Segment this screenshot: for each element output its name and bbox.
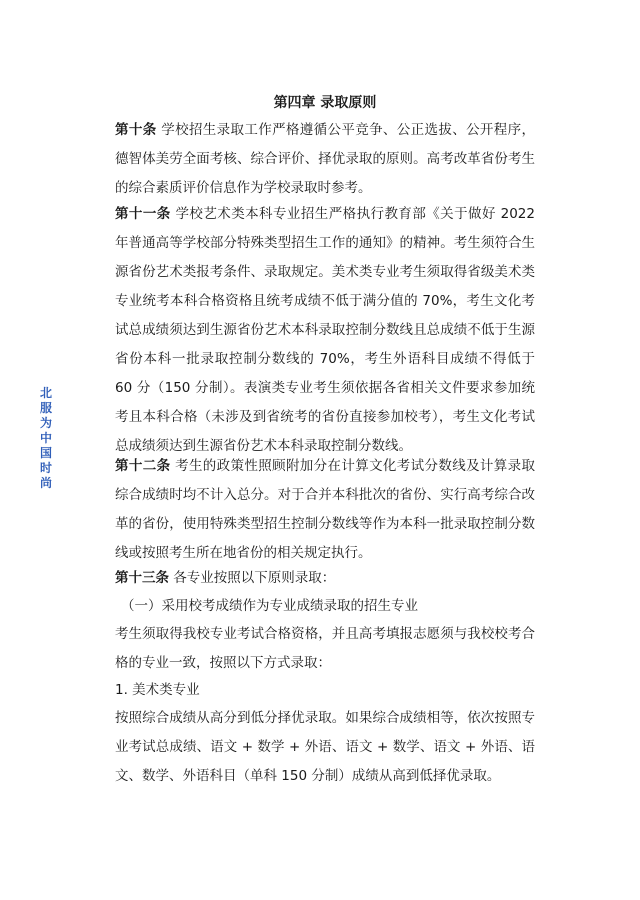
article-heading: 第十三条 [115,570,169,586]
article-text: 学校艺术类本科专业招生严格执行教育部《关于做好 2022 年普通高等学校部分特殊类型招生工作的通知》的精神。考生须符合生源省份艺术类报考条件、录取规定。美术类专业考生须取得省级美术类专业统考本科合格资格且统考成绩不低于满分值的 70%，考生文化考试总成绩须达到生源省份艺术本科录取控制分数线且总成绩不低于生源省份本科一批录取控制分数线的 70%，考生外语科目成绩不得低于 60 分（150 分制）。表演类专业考生须依据各省相关文件要求参加统考且本科合格（未涉及到省统考的省份直接参加校考），考生文化考试总成绩须达到生源省份艺术本科录取控制分数线。 [115,206,535,454]
item-1-title: 1. 美术类专业 [115,682,200,698]
article-heading: 第十条 [115,122,157,138]
article-text: 考生的政策性照顾附加分在计算文化考试分数线及计算录取综合成绩时均不计入总分。对于合并本科批次的省份、实行高考综合改革的省份，使用特殊类型招生控制分数线等作为本科一批录取控制分数线或按照考生所在地省份的相关规定执行。 [115,458,536,561]
section-one-heading: （一）采用校考成绩作为专业成绩录取的招生专业 [121,598,418,614]
section-one-text: 考生须取得我校专业考试合格资格，并且高考填报志愿须与我校校考合格的专业一致，按照以下方式录取： [115,626,535,671]
article-text: 学校招生录取工作严格遵循公平竞争、公正选拔、公开程序，德智体美劳全面考核、综合评价、择优录取的原则。高考改革省份考生的综合素质评价信息作为学校录取时参考。 [115,122,536,196]
article-heading: 第十一条 [115,206,171,222]
article-10 [115,116,535,203]
article-11 [115,200,535,461]
item-1-text: 按照综合成绩从高分到低分择优录取。如果综合成绩相等，依次按照专业考试总成绩、语文 + 数学 + 外语、语文 + 数学、语文 + 外语、语文、数学、外语科目（单科 150 分制）成绩从高到低择优录取。 [115,710,535,784]
chapter-title: 第四章 录取原则 [273,95,377,111]
article-13 [115,564,535,593]
article-text: 各专业按照以下原则录取： [169,570,336,586]
article-12 [115,452,535,568]
side-watermark: 北服为中国时尚 [39,386,52,490]
article-heading: 第十二条 [115,458,171,474]
